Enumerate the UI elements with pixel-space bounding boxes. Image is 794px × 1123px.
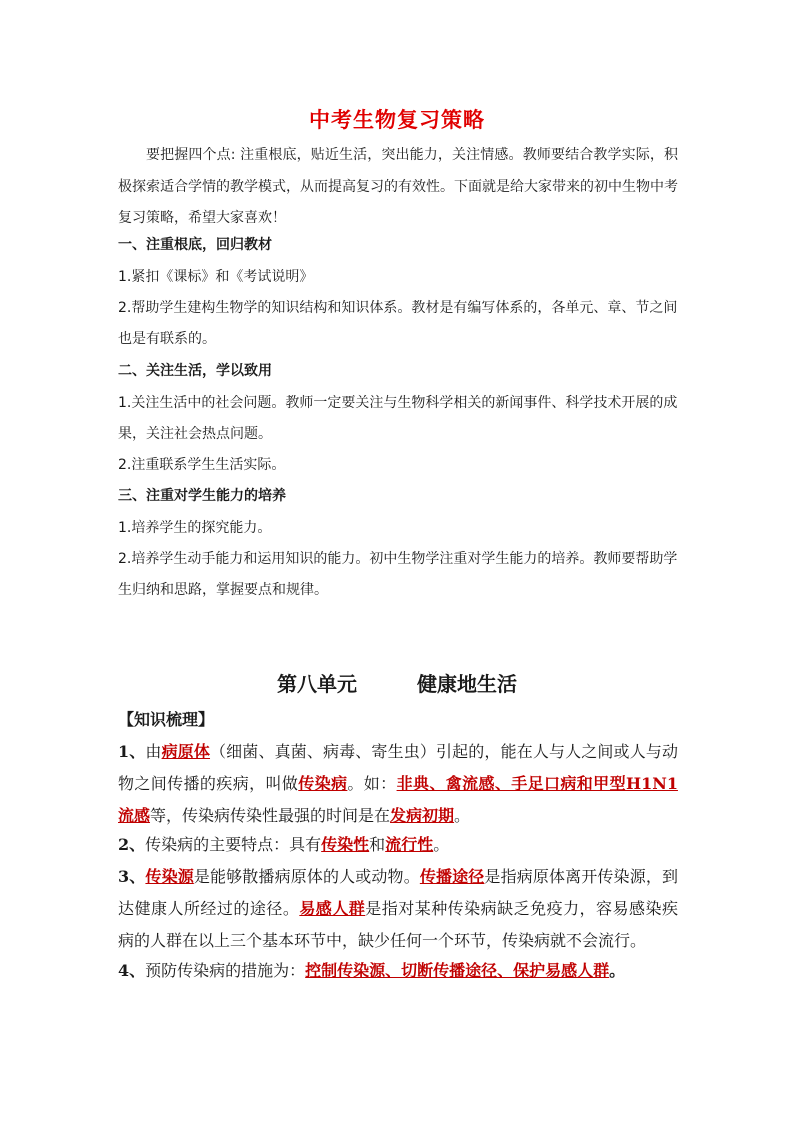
text: 。如： [347,774,397,793]
list-item: 2.注重联系学生生活实际。 [118,457,286,473]
point-number: 2、 [118,835,146,854]
keyword: 发病初期 [390,806,455,825]
knowledge-point-3 [118,861,678,957]
knowledge-point-2 [118,829,678,861]
keyword: 非典、禽流感、手足口病和甲型H1N1流感 [118,774,678,825]
list-item: 1.关注生活中的社会问题。教师一定要关注与生物科学相关的新闻事件、科学技术开展的成果，关注社会热点问题。 [118,395,678,442]
text: 和 [369,835,386,854]
text: 是能够散播病原体的人或动物。 [193,867,420,886]
text: 传染病的主要特点：具有 [145,835,322,854]
keyword: 病原体 [161,742,211,761]
unit-title [0,668,794,697]
keyword: 传播途径 [419,867,485,886]
text: 预防传染病的措施为： [145,961,306,980]
section-heading-1: 一、注重根底，回归教材 [118,237,272,253]
point-number: 3、 [118,867,146,886]
text: 是指对某种传染病缺乏免疫力，容易感染疾病的人群在以上三个基本环节中，缺少任何一个环节，传染病就不会流行。 [118,899,678,950]
text: 。 [454,806,471,825]
page-title: 中考生物复习策略 [309,108,485,132]
knowledge-label: 【知识梳理】 [118,710,215,729]
keyword: 易感人群 [299,899,366,918]
text: 。 [609,961,626,980]
unit-number: 第八单元 [277,672,357,696]
keyword: 传染性 [321,835,370,854]
list-item: 1.紧扣《课标》和《考试说明》 [118,269,314,285]
text: 由 [145,742,162,761]
keyword: 传染源 [145,867,194,886]
text: （细菌、真菌、病毒、寄生虫）引起的，能在人与人之间或人与动物之间传播的疾病，叫做 [118,742,678,793]
text: 等，传染病传染性最强的时间是在 [150,806,391,825]
list-item: 1.培养学生的探究能力。 [118,520,272,536]
keyword: 流行性 [385,835,434,854]
point-number: 4、 [118,961,146,980]
text: 。 [433,835,450,854]
section-heading-3: 三、注重对学生能力的培养 [118,488,286,504]
point-number: 1、 [118,742,146,761]
list-item: 2.帮助学生建构生物学的知识结构和知识体系。教材是有编写体系的，各单元、章、节之间也是有联系的。 [118,300,678,347]
knowledge-point-4 [118,955,678,987]
unit-name: 健康地生活 [417,672,517,696]
text: 是指病原体离开传染源，到达健康人所经过的途径。 [118,867,678,918]
list-item: 2.培养学生动手能力和运用知识的能力。初中生物学注重对学生能力的培养。教师要帮助学生归纳和思路，掌握要点和规律。 [118,551,678,598]
keyword: 控制传染源、切断传播途径、保护易感人群 [305,961,610,980]
section-heading-2: 二、关注生活，学以致用 [118,363,272,379]
intro-paragraph: 要把握四个点: 注重根底，贴近生活，突出能力，关注情感。教师要结合教学实际，积极探索适合学情的教学模式，从而提高复习的有效性。下面就是给大家带来的初中生物中考复习策略，希望大家喜欢！ [118,147,678,226]
knowledge-point-1 [118,736,678,832]
keyword: 传染病 [298,774,348,793]
